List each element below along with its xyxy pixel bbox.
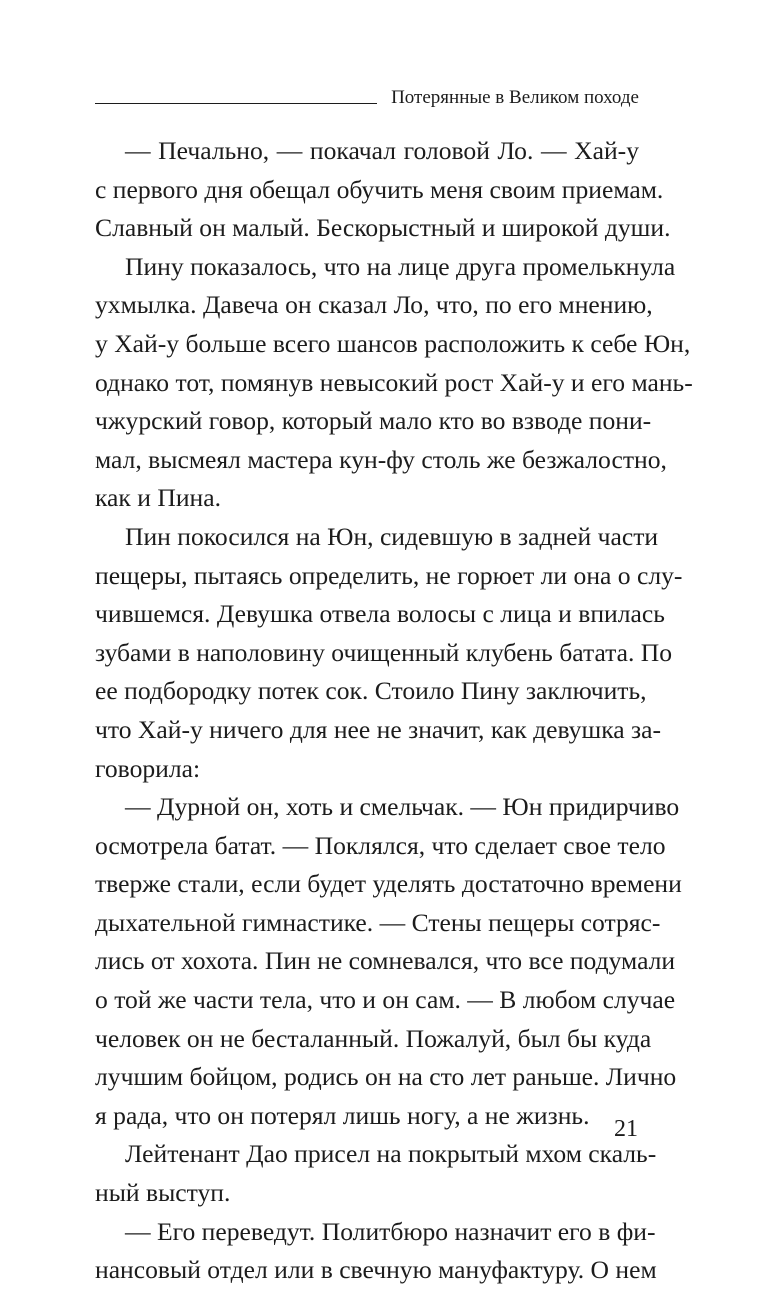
text-line: дыхательной гимнастике. — Стены пещеры сотряс- bbox=[95, 907, 661, 937]
text-line: тверже стали, если будет уделять достаточно времени bbox=[95, 869, 682, 899]
text-line: мал, высмеял мастера кун-фу столь же безжалостно, bbox=[95, 444, 667, 474]
text-line: что Хай-у ничего для нее не значит, как девушка за- bbox=[95, 714, 661, 744]
text-line: чившемся. Девушка отвела волосы с лица и впилась bbox=[95, 599, 665, 629]
page-number: 21 bbox=[614, 1116, 638, 1142]
text-line: зубами в наполовину очищенный клубень батата. По bbox=[95, 637, 673, 667]
running-title: Потерянные в Великом походе bbox=[391, 87, 639, 108]
text-line: чжурский говор, который мало кто во взводе пони- bbox=[95, 406, 652, 436]
text-line: человек он не бесталанный. Пожалуй, был бы куда bbox=[95, 1023, 652, 1053]
text-line: с первого дня обещал обучить меня своим приемам. bbox=[95, 174, 664, 204]
text-line: нансовый отдел или в свечную мануфактуру. О нем bbox=[95, 1255, 657, 1285]
text-line: ный выступ. bbox=[95, 1178, 231, 1208]
text-line: ее подбородку потек сок. Стоило Пину заключить, bbox=[95, 676, 647, 706]
text-line: — Печально, — покачал головой Ло. — Хай-у bbox=[125, 136, 639, 165]
text-line: о той же части тела, что и он сам. — В любом случае bbox=[95, 985, 676, 1015]
header-rule bbox=[95, 103, 377, 104]
running-head bbox=[95, 82, 639, 112]
text-line: лись от хохота. Пин не сомневался, что все подумали bbox=[95, 946, 676, 976]
text-line: говорила: bbox=[95, 753, 201, 783]
text-line: однако тот, помянув невысокий рост Хай-у и его мань- bbox=[95, 367, 693, 397]
text-line: я рада, что он потерял лишь ногу, а не жизнь. bbox=[95, 1100, 590, 1130]
text-line: Славный он малый. Бескорыстный и широкой души. bbox=[95, 213, 671, 243]
text-line: как и Пина. bbox=[95, 483, 221, 513]
text-line: у Хай-у больше всего шансов расположить к себе Юн, bbox=[95, 328, 691, 358]
text-line: лучшим бойцом, родись он на сто лет раньше. Лично bbox=[95, 1062, 677, 1092]
text-line: — Его переведут. Политбюро назначит его в фи- bbox=[125, 1216, 656, 1246]
text-line: пещеры, пытаясь определить, не горюет ли она о слу- bbox=[95, 560, 683, 590]
text-line: Пин покосился на Юн, сидевшую в задней части bbox=[125, 521, 659, 551]
text-line: осмотрела батат. — Поклялся, что сделает свое тело bbox=[95, 830, 666, 860]
text-line: — Дурной он, хоть и смельчак. — Юн придирчиво bbox=[125, 792, 680, 822]
text-line: ухмылка. Давеча он сказал Ло, что, по его мнению, bbox=[95, 290, 653, 320]
text-line: Лейтенант Дао присел на покрытый мхом скаль- bbox=[125, 1139, 657, 1169]
body-text bbox=[95, 132, 693, 1290]
text-line: Пину показалось, что на лице друга промелькнула bbox=[125, 251, 676, 281]
